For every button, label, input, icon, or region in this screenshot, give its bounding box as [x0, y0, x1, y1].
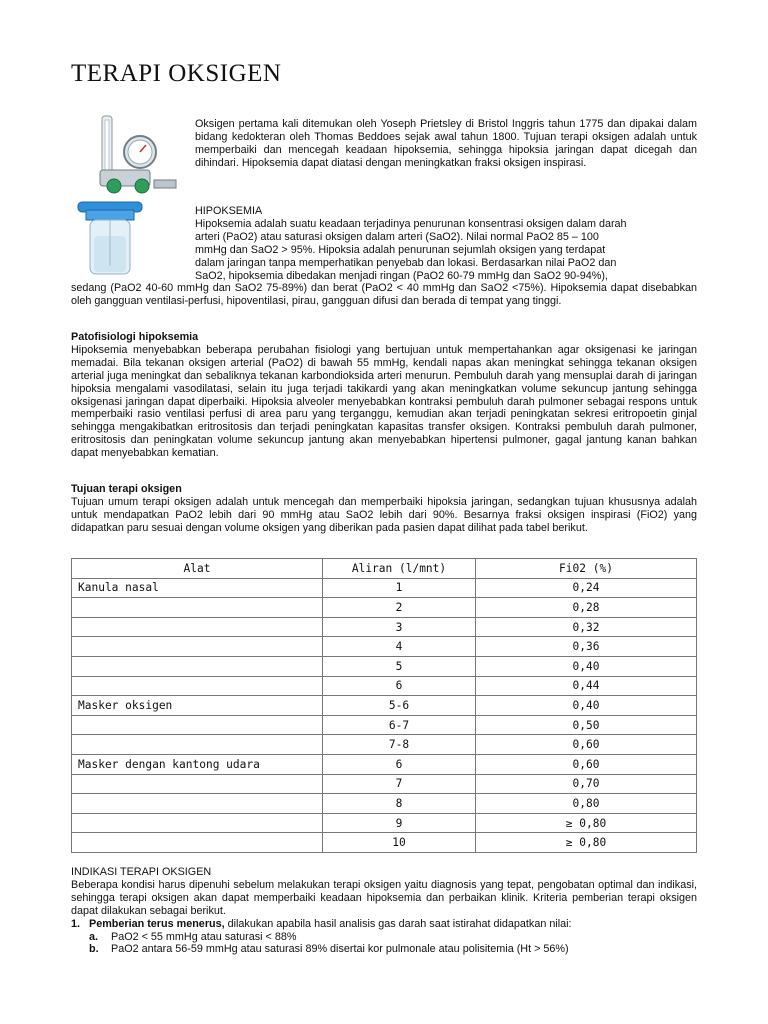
cell-aliran: 3	[323, 617, 476, 637]
intro-paragraph: Oksigen pertama kali ditemukan oleh Yoseph Prietsley di Bristol Inggris tahun 1775 dan dipakai dalam bidang kedokteran oleh Thomas Beddoes sejak awal tahun 1800. Tujuan terapi oksigen adalah untuk memperbaiki dan mencegah keadaan hipoksemia, sehingga hipoksia jaringan dapat dicegah dan dihindari. Hipoksemia dapat diatasi dengan meningkatkan fraksi oksigen inspirasi.	[195, 118, 697, 169]
cell-alat: Kanula nasal	[72, 578, 323, 598]
oxygen-flow-table	[71, 558, 697, 853]
hipoksemia-line: mmHg dan SaO2 > 95%. Hipoksia adalah penurunan sejumlah oksigen yang terdapat	[195, 243, 606, 256]
table-row	[72, 754, 697, 774]
table-row	[72, 676, 697, 696]
indikasi-heading: INDIKASI TERAPI OKSIGEN	[71, 866, 212, 878]
cell-alat	[72, 676, 323, 696]
table-row	[72, 637, 697, 657]
list-number: 1.	[71, 917, 81, 930]
cell-fio2: 0,40	[476, 656, 697, 676]
cell-aliran: 6	[323, 754, 476, 774]
hipoksemia-line: Hipoksemia adalah suatu keadaan terjadinya penurunan konsentrasi oksigen dalam darah	[195, 217, 627, 230]
cell-fio2: ≥ 0,80	[476, 813, 697, 833]
cell-alat	[72, 637, 323, 657]
cell-alat: Masker dengan kantong udara	[72, 754, 323, 774]
table-row	[72, 617, 697, 637]
cell-aliran: 8	[323, 794, 476, 814]
cell-aliran: 2	[323, 598, 476, 618]
tujuan-heading: Tujuan terapi oksigen	[71, 483, 182, 495]
cell-alat	[72, 833, 323, 853]
list-item	[71, 918, 697, 931]
sub-list-item	[89, 943, 697, 956]
indikasi-section	[71, 866, 697, 956]
hipoksemia-section	[71, 205, 697, 308]
cell-alat	[72, 774, 323, 794]
table-row	[72, 833, 697, 853]
table-row	[72, 598, 697, 618]
table-row	[72, 656, 697, 676]
cell-aliran: 6	[323, 676, 476, 696]
cell-fio2: 0,40	[476, 696, 697, 716]
sub-list-text: PaO2 < 55 mmHg atau saturasi < 88%	[111, 930, 297, 943]
cell-fio2: 0,60	[476, 735, 697, 755]
sub-list-item	[89, 931, 697, 944]
hipoksemia-heading: HIPOKSEMIA	[195, 205, 263, 217]
header-fio2: Fi02 (%)	[476, 559, 697, 579]
cell-fio2: 0,32	[476, 617, 697, 637]
cell-aliran: 6-7	[323, 715, 476, 735]
cell-alat	[72, 715, 323, 735]
hipoksemia-line: SaO2, hipoksemia dibedakan menjadi ringan (PaO2 60-79 mmHg dan SaO2 90-94%),	[195, 269, 608, 282]
cell-alat	[72, 735, 323, 755]
tujuan-section	[71, 483, 697, 535]
cell-alat	[72, 598, 323, 618]
cell-fio2: 0,60	[476, 754, 697, 774]
tujuan-text: Tujuan umum terapi oksigen adalah untuk mencegah dan memperbaiki hipoksia jaringan, sedangkan tujuan khususnya adalah untuk mendapatkan PaO2 lebih dari 90 mmHg atau SaO2 lebih dari 90%. Besarnya fraksi oksigen inspirasi (FiO2) yang didapatkan paru sesuai dengan volume oksigen yang diberikan pada pasien dapat dilihat pada tabel berikut.	[71, 495, 697, 534]
cell-alat	[72, 794, 323, 814]
table-row	[72, 696, 697, 716]
cell-fio2: 0,44	[476, 676, 697, 696]
header-aliran: Aliran (l/mnt)	[323, 559, 476, 579]
sub-list-text: PaO2 antara 56-59 mmHg atau saturasi 89% disertai kor pulmonale atau polisitemia (Ht > 56%)	[111, 943, 569, 956]
cell-fio2: 0,70	[476, 774, 697, 794]
cell-aliran: 10	[323, 833, 476, 853]
cell-fio2: 0,36	[476, 637, 697, 657]
cell-alat: Masker oksigen	[72, 696, 323, 716]
sub-list-letter: b.	[89, 943, 99, 956]
cell-fio2: 0,50	[476, 715, 697, 735]
cell-aliran: 5	[323, 656, 476, 676]
table-row	[72, 715, 697, 735]
cell-alat	[72, 617, 323, 637]
hipoksemia-text: sedang (PaO2 40-60 mmHg dan SaO2 75-89%) dan berat (PaO2 < 40 mmHg dan SaO2 <75%). Hipoksemia dapat disebabkan oleh gangguan ventilasi-perfusi, hipoventilasi, pirau, gangguan difusi dan berada di tempat yang tinggi.	[71, 282, 697, 308]
table-row	[72, 813, 697, 833]
list-item-bold: Pemberian terus menerus,	[89, 917, 225, 930]
cell-alat	[72, 813, 323, 833]
sub-list-letter: a.	[89, 930, 99, 943]
cell-aliran: 9	[323, 813, 476, 833]
patofisiologi-text: Hipoksemia menyebabkan beberapa perubahan fisiologi yang bertujuan untuk mempertahankan agar oksigenasi ke jaringan memadai. Bila tekanan oksigen arterial (PaO2) di bawah 55 mmHg, kendali napas akan meningkat sehingga tekanan oksigen arterial juga meningkat dan sebaliknya tekanan karbondioksida arteri menurun. Pembuluh darah yang mensuplai darah di jaringan hipoksia mengalami vasodilatasi, selain itu juga terjadi takikardi yang akan meningkatkan volume sekuncup jantung sehingga oksigenasi jaringan dapat diperbaiki. Hipoksia alveoler menyebabkan kontraksi pembuluh darah pulmoner sebagai respons untuk memperbaiki rasio ventilasi perfusi di area paru yang terganggu, kemudian akan terjadi peningkatan sekresi eritropoetin ginjal sehingga mengakibatkan eritrositosis dan terjadi peningkatan kapasitas transfer oksigen. Kontraksi pembuluh darah pulmoner, eritrositosis dan peningkatan volume sekuncup jantung akan menyebabkan hipertensi pulmoner, gagal jantung kanan bahkan dapat menyebabkan kematian.	[71, 343, 697, 460]
cell-fio2: ≥ 0,80	[476, 833, 697, 853]
table-row	[72, 735, 697, 755]
list-item-text: dilakukan apabila hasil analisis gas darah saat istirahat didapatkan nilai:	[224, 917, 572, 930]
cell-aliran: 7	[323, 774, 476, 794]
cell-aliran: 5-6	[323, 696, 476, 716]
hipoksemia-line: dalam jaringan tanpa memperhatikan penyebab dan lokasi. Berdasarkan nilai PaO2 dan	[195, 256, 617, 269]
cell-fio2: 0,28	[476, 598, 697, 618]
cell-fio2: 0,24	[476, 578, 697, 598]
page-title: TERAPI OKSIGEN	[71, 60, 282, 87]
cell-aliran: 4	[323, 637, 476, 657]
table-header-row	[72, 559, 697, 579]
table-body	[72, 578, 697, 852]
table-row	[72, 794, 697, 814]
cell-aliran: 1	[323, 578, 476, 598]
header-alat: Alat	[72, 559, 323, 579]
table-row	[72, 774, 697, 794]
cell-fio2: 0,80	[476, 794, 697, 814]
patofisiologi-section	[71, 331, 697, 460]
indikasi-text: Beberapa kondisi harus dipenuhi sebelum melakukan terapi oksigen yaitu diagnosis yang tepat, pengobatan optimal dan indikasi, sehingga terapi oksigen akan dapat memperbaiki keadaan hipoksemia dan perbaikan klinik. Kriteria pemberian terapi oksigen dapat dilakukan sebagai berikut.	[71, 878, 697, 917]
cell-alat	[72, 656, 323, 676]
cell-aliran: 7-8	[323, 735, 476, 755]
table-row	[72, 578, 697, 598]
patofisiologi-heading: Patofisiologi hipoksemia	[71, 331, 199, 343]
hipoksemia-line: arteri (PaO2) atau saturasi oksigen dalam arteri (SaO2). Nilai normal PaO2 85 – 100	[195, 230, 599, 243]
